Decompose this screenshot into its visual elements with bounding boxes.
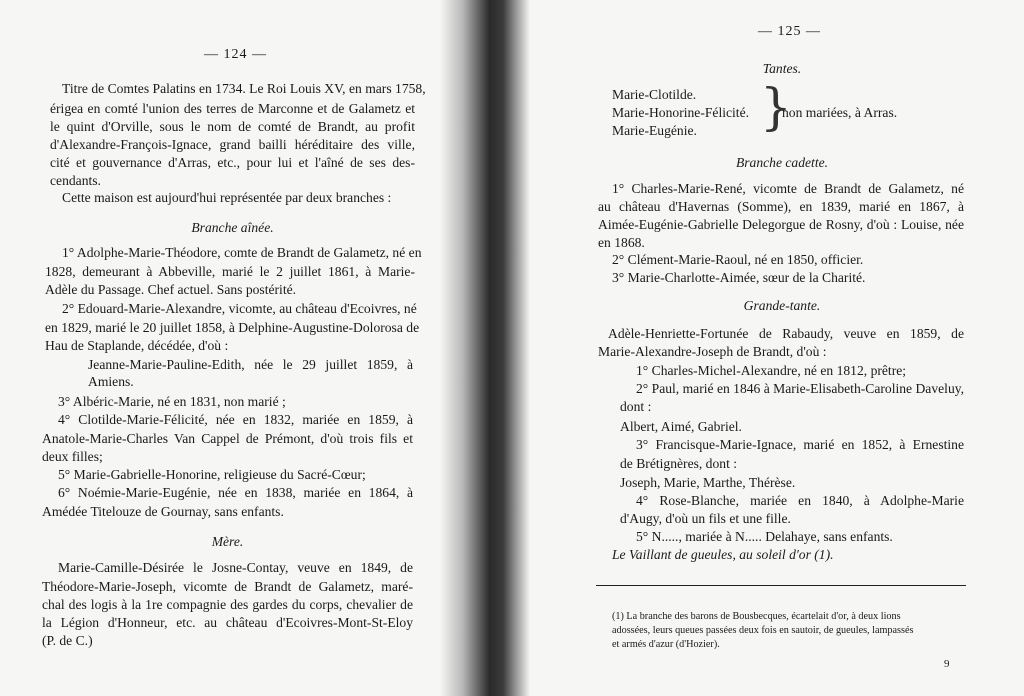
brace-glyph: } xyxy=(760,78,792,136)
text-line: 2° Paul, marié en 1846 à Marie-Elisabeth-Caroline Daveluy, xyxy=(636,381,965,396)
text-line: érigea en comté l'union des terres de Marconne et de Galametz et xyxy=(50,101,415,116)
text-line: 5° N....., mariée à N..... Delahaye, sans enfants. xyxy=(636,529,893,544)
text-line: 6° Noémie-Marie-Eugénie, née en 1838, mariée en 1864, à xyxy=(58,485,413,500)
text-line: 1° Charles-Michel-Alexandre, né en 1812, prêtre; xyxy=(636,363,907,378)
tantes-note: non mariées, à Arras. xyxy=(782,105,898,120)
text-line: Adèle du Passage. Chef actuel. Sans postérité. xyxy=(45,282,297,297)
text-line: Marie-Camille-Désirée le Josne-Contay, veuve en 1849, de xyxy=(58,560,413,575)
text-line: Hau de Staplande, décédée, d'où : xyxy=(45,338,229,353)
text-line: Amédée Titelouze de Gournay, sans enfants. xyxy=(42,504,284,519)
page-number-right: — 125 — xyxy=(758,24,821,39)
text-line: au château d'Havernas (Somme), en 1839, marié en 1867, à xyxy=(598,199,964,214)
text-line: 1° Charles-Marie-René, vicomte de Brandt de Galametz, né xyxy=(612,181,964,196)
text-line: d'Augy, d'où un fils et une fille. xyxy=(620,511,791,526)
tante-name: Marie-Clotilde. xyxy=(612,87,697,102)
text-line: 1° Adolphe-Marie-Théodore, comte de Brandt de Galametz, né en xyxy=(62,245,422,260)
text-line: dont : xyxy=(620,399,652,414)
text-line: deux filles; xyxy=(42,449,103,464)
text-line: Théodore-Marie-Joseph, vicomte de Brandt de Galametz, maré- xyxy=(42,579,413,594)
footnote-line: et armés d'azur (d'Hozier). xyxy=(612,639,720,650)
section-heading: Mère. xyxy=(211,534,244,549)
tante-name: Marie-Honorine-Félicité. xyxy=(612,105,750,120)
text-line: 3° Marie-Charlotte-Aimée, sœur de la Charité. xyxy=(612,270,866,285)
signature-mark: 9 xyxy=(944,658,950,670)
footnote-rule xyxy=(596,585,966,586)
text-line: la Légion d'Honneur, etc. au château d'Ecoivres-Mont-St-Eloy xyxy=(42,615,413,630)
text-line: Le Vaillant de gueules, au soleil d'or (1). xyxy=(612,547,834,562)
text-line: 2° Edouard-Marie-Alexandre, vicomte, au château d'Ecoivres, né xyxy=(62,301,417,316)
text-line: chal des logis à la 1re compagnie des gardes du corps, chevalier de xyxy=(42,597,413,612)
text-line: Anatole-Marie-Charles Van Cappel de Prémont, d'où trois fils et xyxy=(42,431,413,446)
text-line: Jeanne-Marie-Pauline-Edith, née le 29 juillet 1859, à xyxy=(88,357,413,372)
text-line: 3° Francisque-Marie-Ignace, marié en 1852, à Ernestine xyxy=(636,437,964,452)
section-heading: Grande-tante. xyxy=(743,298,821,313)
text-line: Aimée-Eugénie-Gabrielle Delegorgue de Rosny, d'où : Louise, née xyxy=(598,217,964,232)
section-heading: Tantes. xyxy=(762,61,802,76)
footnote-line: adossées, leurs queues passées deux fois en sautoir, de gueules, lampassés xyxy=(612,625,914,636)
text-line: Amiens. xyxy=(88,374,134,389)
text-line: 3° Albéric-Marie, né en 1831, non marié ; xyxy=(58,394,286,409)
text-line: 5° Marie-Gabrielle-Honorine, religieuse du Sacré-Cœur; xyxy=(58,467,366,482)
text-line: 1828, demeurant à Abbeville, marié le 2 juillet 1861, à Marie- xyxy=(45,264,415,279)
page-number-left: — 124 — xyxy=(204,47,267,62)
text-line: Albert, Aimé, Gabriel. xyxy=(620,419,742,434)
text-line: Cette maison est aujourd'hui représentée par deux branches : xyxy=(62,190,392,205)
text-line: Marie-Alexandre-Joseph de Brandt, d'où : xyxy=(598,344,827,359)
text-line: en 1868. xyxy=(598,235,645,250)
text-line: 4° Rose-Blanche, mariée en 1840, à Adolphe-Marie xyxy=(636,493,964,508)
text-line: cité et gouvernance d'Arras, etc., pour lui et l'aîné de ses des- xyxy=(50,155,415,170)
footnote-line: (1) La branche des barons de Bousbecques, écartelait d'or, à deux lions xyxy=(612,611,901,622)
text-line: 2° Clément-Marie-Raoul, né en 1850, officier. xyxy=(612,252,864,267)
tante-name: Marie-Eugénie. xyxy=(612,123,697,138)
text-line: d'Alexandre-François-Ignace, grand bailli héréditaire des ville, xyxy=(50,137,415,152)
text-line: (P. de C.) xyxy=(42,633,93,648)
section-heading: Branche aînée. xyxy=(191,220,274,235)
text-line: 4° Clotilde-Marie-Félicité, née en 1832, mariée en 1859, à xyxy=(58,412,413,427)
text-line: en 1829, marié le 20 juillet 1858, à Delphine-Augustine-Dolorosa de xyxy=(45,320,420,335)
text-line: de Brétignères, dont : xyxy=(620,456,738,471)
text-line: Titre de Comtes Palatins en 1734. Le Roi Louis XV, en mars 1758, xyxy=(62,81,426,96)
section-heading: Branche cadette. xyxy=(735,155,829,170)
left-page xyxy=(0,0,470,696)
right-page xyxy=(516,0,1024,696)
text-line: Joseph, Marie, Marthe, Thérèse. xyxy=(620,475,796,490)
text-line: cendants. xyxy=(50,173,101,188)
text-line: Adèle-Henriette-Fortunée de Rabaudy, veuve en 1859, de xyxy=(608,326,964,341)
text-line: le quint d'Orville, sous le nom de comté de Brandt, au profit xyxy=(50,119,415,134)
